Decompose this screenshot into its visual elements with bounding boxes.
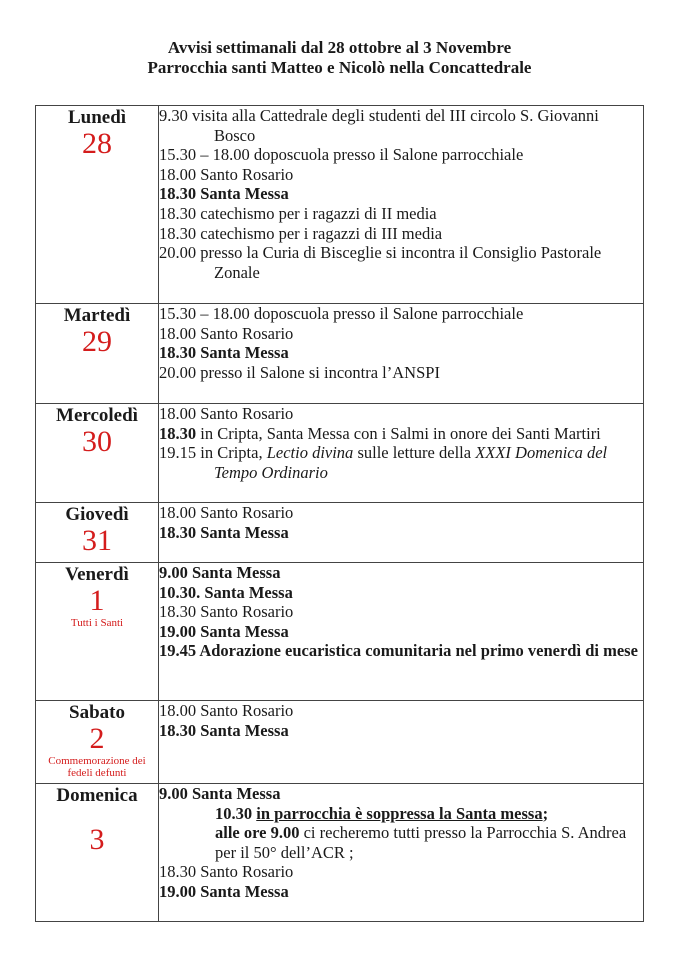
event-line: 18.00 Santo Rosario	[159, 404, 294, 423]
day-cell	[36, 404, 159, 503]
day-cell	[36, 701, 159, 784]
event-line: 18.30 Santa Messa	[159, 343, 289, 363]
day-name: Sabato	[69, 702, 125, 723]
events-cell	[159, 784, 644, 922]
event-line: 10.30. Santa Messa	[159, 582, 293, 602]
events-cell	[159, 404, 644, 503]
event-line	[159, 424, 643, 444]
day-row-sabato	[36, 701, 644, 784]
event-time: 10.30	[215, 803, 257, 823]
day-name: Lunedì	[67, 107, 127, 128]
event-line: 18.30 Santa Messa	[159, 184, 289, 204]
event-line: 19.00 Santa Messa	[159, 621, 289, 641]
day-note: Tutti i Santi	[70, 617, 124, 629]
day-row-giovedi	[36, 503, 644, 563]
header-title: Avvisi settimanali dal 28 ottobre al 3 Novembre	[167, 38, 512, 57]
day-row-mercoledi	[36, 404, 644, 503]
day-name: Giovedì	[65, 504, 129, 525]
event-time: alle ore 9.00	[215, 823, 300, 843]
day-name: Venerdì	[65, 564, 129, 585]
event-line: 18.30 Santo Rosario	[159, 862, 294, 882]
page-header	[0, 38, 679, 78]
event-line: 18.30 catechismo per i ragazzi di III media	[159, 223, 443, 243]
events-cell	[159, 563, 644, 701]
event-text: ci recheremo tutti presso la Parrocchia S. Andrea per il 50° dell’ACR ;	[215, 823, 627, 862]
event-text: sulle letture della	[353, 443, 476, 463]
day-cell	[36, 784, 159, 922]
event-line: 18.00 Santo Rosario	[159, 503, 294, 522]
event-text: ;	[542, 803, 549, 823]
event-line: 20.00 presso il Salone si incontra l’ANSPI	[159, 362, 440, 382]
events-cell	[159, 503, 644, 563]
event-line: 18.00 Santo Rosario	[159, 323, 294, 343]
day-number: 30	[82, 425, 112, 458]
day-number: 31	[82, 524, 112, 557]
day-number: 3	[89, 823, 105, 856]
day-name: Mercoledì	[56, 405, 138, 426]
event-line: 18.30 Santa Messa	[159, 720, 289, 740]
day-note: Commemorazione dei fedeli defunti	[48, 755, 146, 779]
day-number: 29	[82, 325, 112, 358]
event-line: 19.45 Adorazione eucaristica comunitaria nel primo venerdì di mese	[159, 641, 638, 661]
event-text-italic: XXXI Domenica del Tempo Ordinario	[214, 443, 608, 482]
day-number: 28	[82, 127, 112, 160]
event-line: 18.30 catechismo per i ragazzi di II media	[159, 203, 437, 223]
header-subtitle: Parrocchia santi Matteo e Nicolò nella Concattedrale	[147, 58, 532, 77]
day-cell	[36, 304, 159, 404]
day-name: Martedì	[63, 305, 131, 326]
event-line: 18.00 Santo Rosario	[159, 164, 294, 184]
event-line: 15.30 – 18.00 doposcuola presso il Salone parrocchiale	[159, 145, 524, 165]
event-line: 18.30 Santo Rosario	[159, 602, 294, 622]
event-text: in Cripta, Santa Messa con i Salmi in onore dei Santi Martiri	[196, 423, 601, 443]
event-line: 9.00 Santa Messa	[159, 784, 281, 803]
event-line: 9.30 visita alla Cattedrale degli studenti del III circolo S. Giovanni Bosco	[159, 106, 599, 145]
event-line: 19.00 Santa Messa	[159, 881, 289, 901]
day-cell	[36, 503, 159, 563]
day-row-martedi	[36, 304, 644, 404]
day-name: Domenica	[56, 785, 138, 806]
day-row-venerdi	[36, 563, 644, 701]
event-line	[159, 823, 643, 862]
day-cell	[36, 106, 159, 304]
event-line: 15.30 – 18.00 doposcuola presso il Salone parrocchiale	[159, 304, 524, 323]
schedule-table	[35, 105, 644, 922]
event-line: 18.30 Santa Messa	[159, 522, 289, 542]
event-line	[159, 443, 643, 482]
day-row-lunedi	[36, 106, 644, 304]
event-text-italic: Lectio divina	[266, 443, 354, 463]
day-row-domenica	[36, 784, 644, 922]
event-time: 18.30	[159, 423, 197, 443]
day-cell	[36, 563, 159, 701]
event-line: 18.00 Santo Rosario	[159, 701, 294, 720]
events-cell	[159, 106, 644, 304]
event-line	[159, 804, 643, 824]
day-number: 1	[89, 584, 105, 617]
events-cell	[159, 701, 644, 784]
event-line: 20.00 presso la Curia di Bisceglie si incontra il Consiglio Pastorale Zonale	[159, 243, 602, 282]
event-line: 9.00 Santa Messa	[159, 563, 281, 582]
event-text-underlined: in parrocchia è soppressa la Santa messa	[256, 803, 543, 823]
day-number: 2	[89, 722, 105, 755]
events-cell	[159, 304, 644, 404]
event-text: 19.15 in Cripta,	[159, 443, 267, 463]
